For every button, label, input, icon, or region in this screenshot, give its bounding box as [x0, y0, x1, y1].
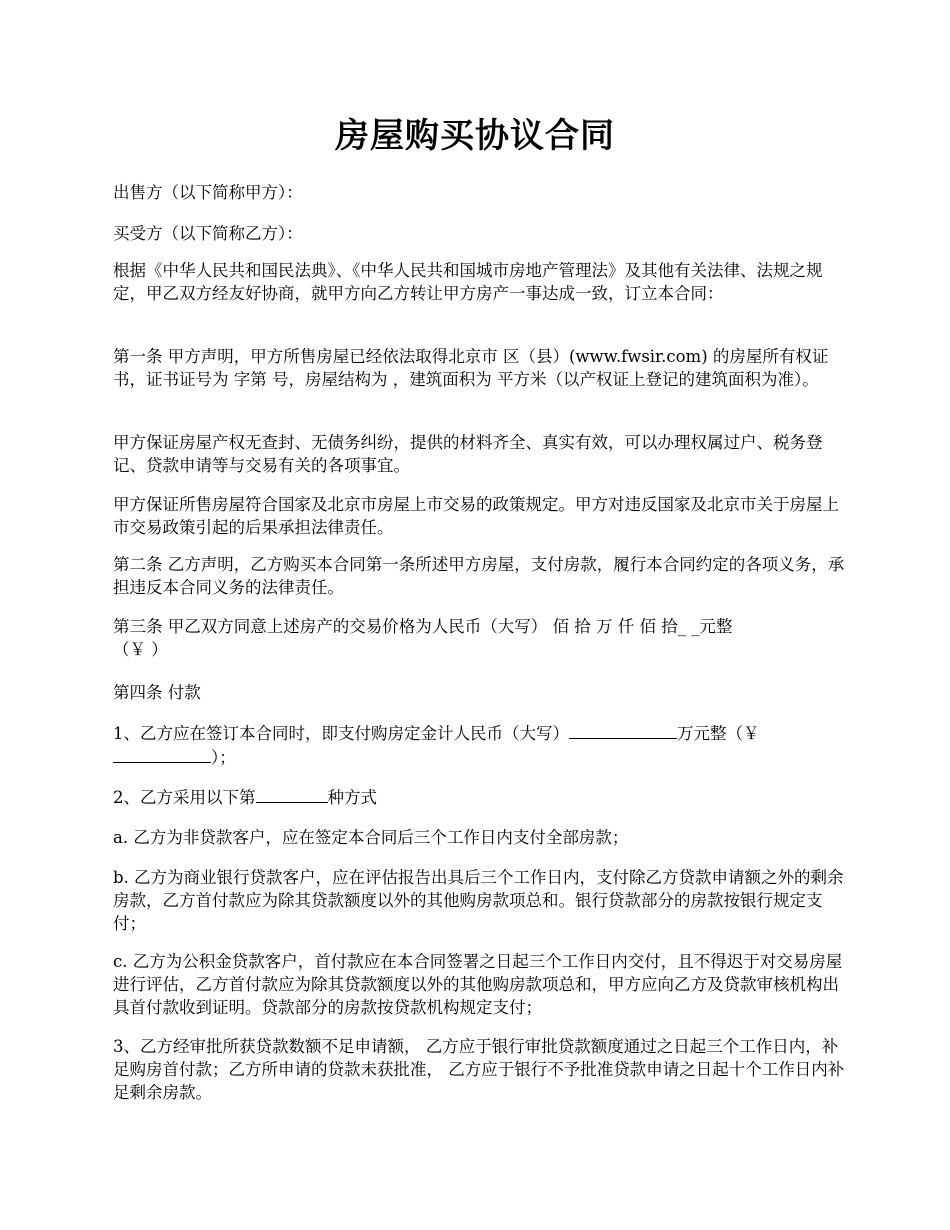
buyer-line: 买受方（以下简称乙方）：: [113, 224, 303, 243]
payment-option-a: a. 乙方为非贷款客户，应在签定本合同后三个工作日内支付全部房款；: [113, 828, 629, 847]
payment-item-2-text-a: 2、乙方采用以下第: [113, 788, 256, 807]
payment-method-blank[interactable]: [256, 785, 328, 803]
seller-line: 出售方（以下简称甲方）：: [113, 183, 303, 202]
seller-guarantee-paragraph-1: 甲方保证房屋产权无查封、无债务纠纷，提供的材料齐全、真实有效，可以办理权属过户、税务登记、贷款申请等与交易有关的各项事宜。: [113, 433, 823, 475]
deposit-amount-blank[interactable]: [569, 721, 677, 739]
payment-item-2-text-b: 种方式: [327, 788, 377, 807]
payment-option-c: c. 乙方为公积金贷款客户，首付款应在本合同签署之日起三个工作日内交付，且不得迟于对交易房屋进行评估，乙方首付款应为除其贷款额度以外的其他购房款项总和，甲方应向乙方及贷款审核机构出具首付款收到证明。贷款部分的房款按贷款机构规定支付；: [113, 952, 843, 1017]
seller-guarantee-paragraph-2: 甲方保证所售房屋符合国家及北京市房屋上市交易的政策规定。甲方对违反国家及北京市关于房屋上市交易政策引起的后果承担法律责任。: [113, 495, 839, 537]
payment-item-1-text-a: 1、乙方应在签订本合同时，即支付购房定金计人民币（大写）: [113, 724, 569, 743]
article-1-paragraph: 第一条 甲方声明，甲方所售房屋已经依法取得北京市 区（县）(www.fwsir.com) 的房屋所有权证书，证书证号为 字第 号，房屋结构为 ，建筑面积为 平方米（以产权证上登记的建筑面积为准）。: [113, 347, 829, 389]
deposit-figure-blank[interactable]: [113, 745, 211, 763]
page-title: 房屋购买协议合同: [335, 116, 615, 156]
payment-item-2: [113, 785, 853, 809]
article-2-paragraph: 第二条 乙方声明，乙方购买本合同第一条所述甲方房屋，支付房款，履行本合同约定的各项义务，承担违反本合同义务的法律责任。: [113, 555, 845, 597]
preamble-paragraph: 根据《中华人民共和国民法典》、《中华人民共和国城市房地产管理法》及其他有关法律、法规之规定，甲乙双方经友好协商，就甲方向乙方转让甲方房产一事达成一致，订立本合同：: [113, 261, 823, 303]
payment-item-1-text-b: 万元整（￥: [677, 724, 760, 743]
article-3-line-2: （￥ ）: [113, 640, 168, 659]
article-3-paragraph: [113, 615, 853, 661]
payment-item-1-text-c: ）；: [211, 748, 236, 767]
payment-item-1: [113, 721, 853, 769]
article-4-heading: 第四条 付款: [113, 683, 201, 702]
article-3-line-1: 第三条 甲乙双方同意上述房产的交易价格为人民币（大写） 佰 拾 万 仟 佰 拾_ _元整: [113, 617, 733, 636]
payment-option-b: b. 乙方为商业银行贷款客户，应在评估报告出具后三个工作日内，支付除乙方贷款申请额之外的剩余房款，乙方首付款应为除其贷款额度以外的其他购房款项总和。银行贷款部分的房款按银行规定支付；: [113, 868, 844, 933]
payment-item-3: 3、乙方经审批所获贷款数额不足申请额， 乙方应于银行审批贷款额度通过之日起三个工作日内，补足购房首付款；乙方所申请的贷款未获批准， 乙方应于银行不予批准贷款申请之日起十个工作日内补足剩余房款。: [113, 1037, 845, 1102]
